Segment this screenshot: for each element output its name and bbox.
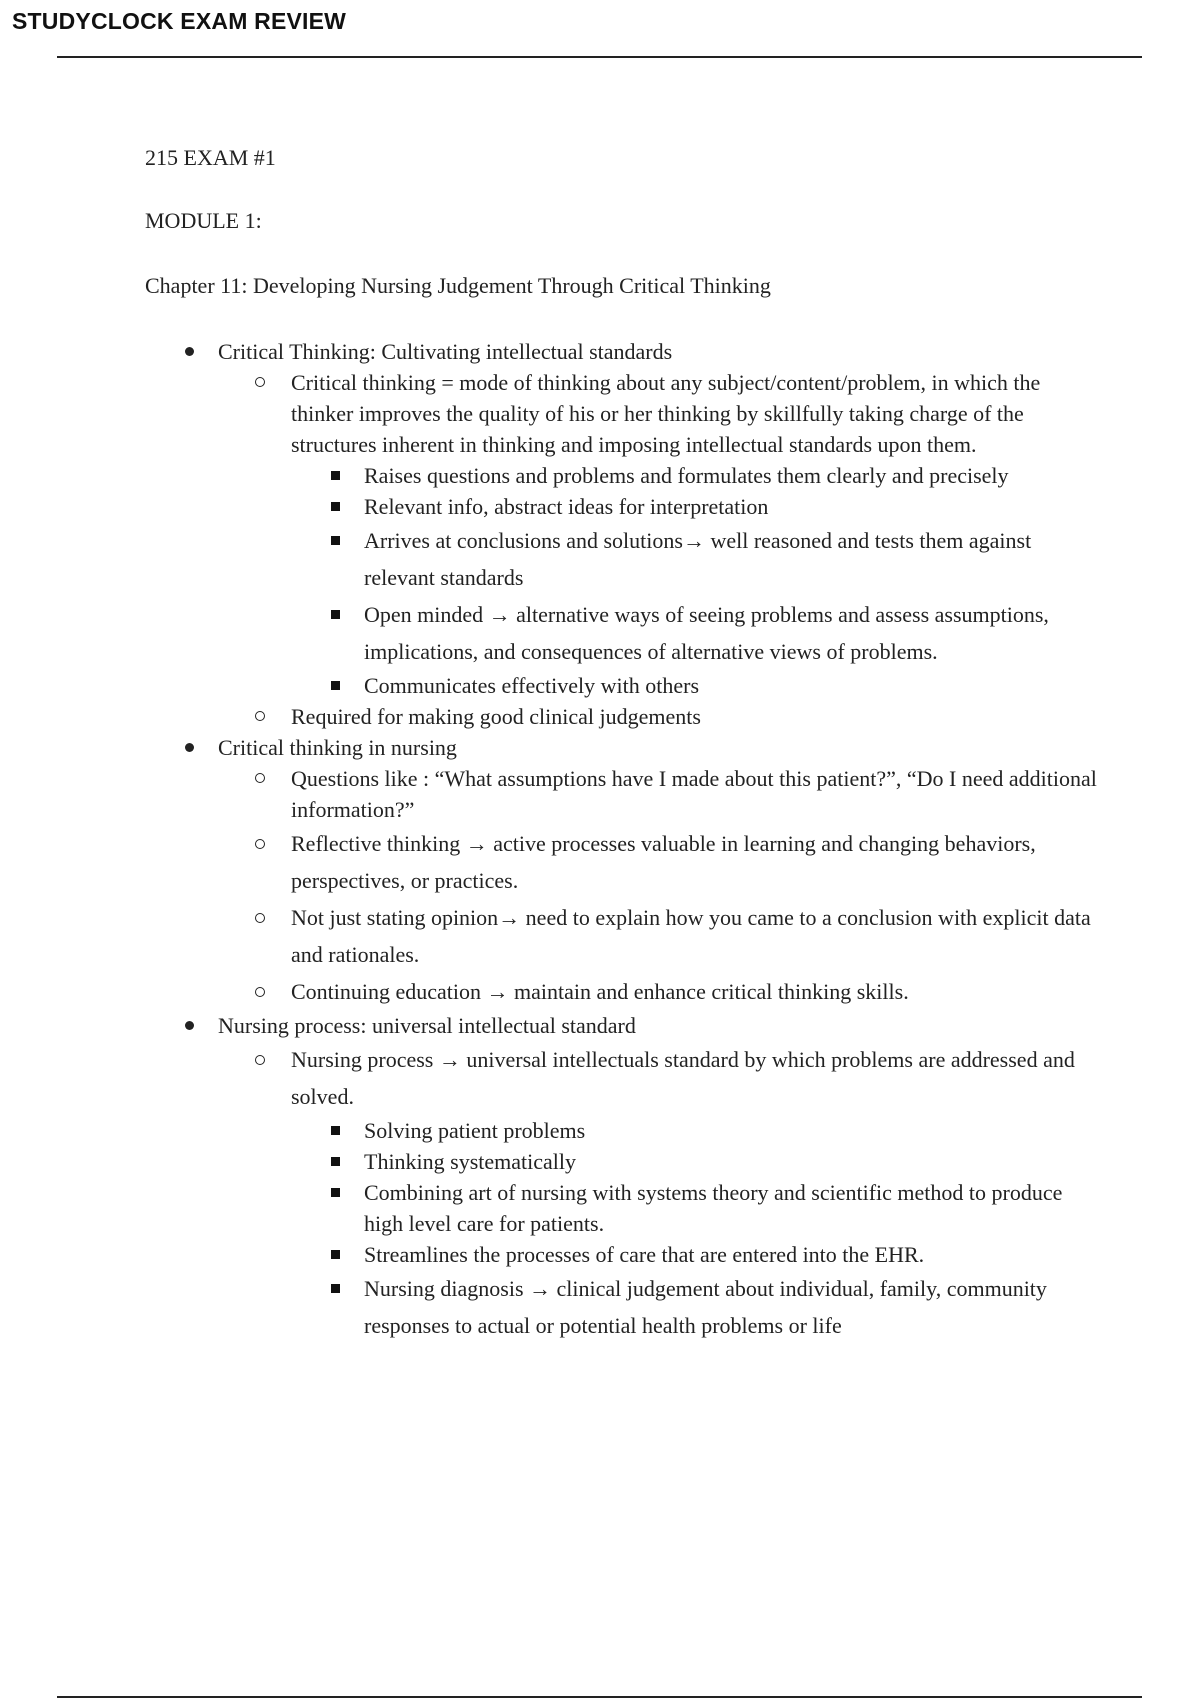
section-heading: Critical Thinking: Cultivating intellectual standards: [218, 339, 673, 364]
list-item-text: Solving patient problems: [364, 1118, 586, 1143]
list-item-text: Relevant info, abstract ideas for interpretation: [364, 494, 769, 519]
list-item-text: Combining art of nursing with systems theory and scientific method to produce high level care for patients.: [364, 1180, 1063, 1236]
bullet-square-icon: [331, 1126, 340, 1135]
bullet-circle-icon: [255, 773, 265, 783]
list-item-text: Nursing diagnosis → clinical judgement about individual, family, community responses to actual or potential health problems or life: [364, 1276, 1047, 1338]
list-item: [291, 596, 1105, 670]
list-item-text: Nursing process → universal intellectuals standard by which problems are addressed and solved.: [291, 1047, 1075, 1109]
list-item: [218, 367, 1105, 701]
list-item-text: Arrives at conclusions and solutions→ well reasoned and tests them against relevant standards: [364, 528, 1032, 590]
bullet-square-icon: [331, 536, 340, 545]
module-label: MODULE 1:: [145, 208, 262, 233]
site-header-title: STUDYCLOCK EXAM REVIEW: [12, 8, 347, 34]
list-item: [291, 1270, 1105, 1344]
header-divider: [57, 56, 1142, 58]
bullet-square-icon: [331, 1157, 340, 1166]
list-item: [291, 1146, 1105, 1177]
list-item: [291, 491, 1105, 522]
bullet-square-icon: [331, 1188, 340, 1197]
list-item: [145, 1010, 1105, 1344]
list-item: [218, 825, 1105, 899]
list-item-text: Reflective thinking → active processes valuable in learning and changing behaviors, perspectives, or practices.: [291, 831, 1036, 893]
list-item: [218, 899, 1105, 973]
bullet-disc-icon: [185, 743, 194, 752]
section-heading: Nursing process: universal intellectual standard: [218, 1013, 636, 1038]
footer-divider: [57, 1696, 1142, 1698]
list-item-text: Not just stating opinion→ need to explain how you came to a conclusion with explicit data and rationales.: [291, 905, 1091, 967]
list-item: [145, 732, 1105, 1010]
list-item-text: Thinking systematically: [364, 1149, 577, 1174]
list-item: [291, 460, 1105, 491]
list-item: [218, 1041, 1105, 1344]
list-item: [291, 1177, 1105, 1239]
bullet-square-icon: [331, 610, 340, 619]
section-heading: Critical thinking in nursing: [218, 735, 457, 760]
bullet-circle-icon: [255, 839, 265, 849]
list-item-text: Required for making good clinical judgements: [291, 704, 701, 729]
chapter-title: Chapter 11: Developing Nursing Judgement Through Critical Thinking: [145, 273, 771, 298]
bullet-square-icon: [331, 502, 340, 511]
list-item-text: Streamlines the processes of care that are entered into the EHR.: [364, 1242, 925, 1267]
list-item-text: Critical thinking = mode of thinking about any subject/content/problem, in which the thinker improves the quality of his or her thinking by skillfully taking charge of the structures inherent in thinking and imposing intellectual standards upon them.: [291, 370, 1041, 457]
list-item-text: Continuing education → maintain and enhance critical thinking skills.: [291, 979, 909, 1004]
list-item: [291, 670, 1105, 701]
bullet-circle-icon: [255, 1055, 265, 1065]
bullet-circle-icon: [255, 377, 265, 387]
list-item: [218, 763, 1105, 825]
list-item-text: Questions like : “What assumptions have I made about this patient?”, “Do I need additional information?”: [291, 766, 1097, 822]
list-item: [145, 336, 1105, 732]
bullet-circle-icon: [255, 913, 265, 923]
bullet-square-icon: [331, 681, 340, 690]
list-item: [291, 1239, 1105, 1270]
list-item-text: Communicates effectively with others: [364, 673, 700, 698]
list-item-text: Raises questions and problems and formulates them clearly and precisely: [364, 463, 1009, 488]
list-item: [218, 973, 1105, 1010]
bullet-square-icon: [331, 1250, 340, 1259]
document-body: [145, 143, 1105, 1344]
bullet-circle-icon: [255, 711, 265, 721]
bullet-square-icon: [331, 1284, 340, 1293]
bullet-circle-icon: [255, 987, 265, 997]
list-item: [291, 522, 1105, 596]
bullet-disc-icon: [185, 347, 194, 356]
list-item: [218, 701, 1105, 732]
list-item-text: Open minded → alternative ways of seeing problems and assess assumptions, implications, and consequences of alternative views of problems.: [364, 602, 1049, 664]
list-item: [291, 1115, 1105, 1146]
outline-list: [145, 336, 1105, 1344]
exam-title: 215 EXAM #1: [145, 145, 276, 170]
bullet-square-icon: [331, 471, 340, 480]
bullet-disc-icon: [185, 1021, 194, 1030]
